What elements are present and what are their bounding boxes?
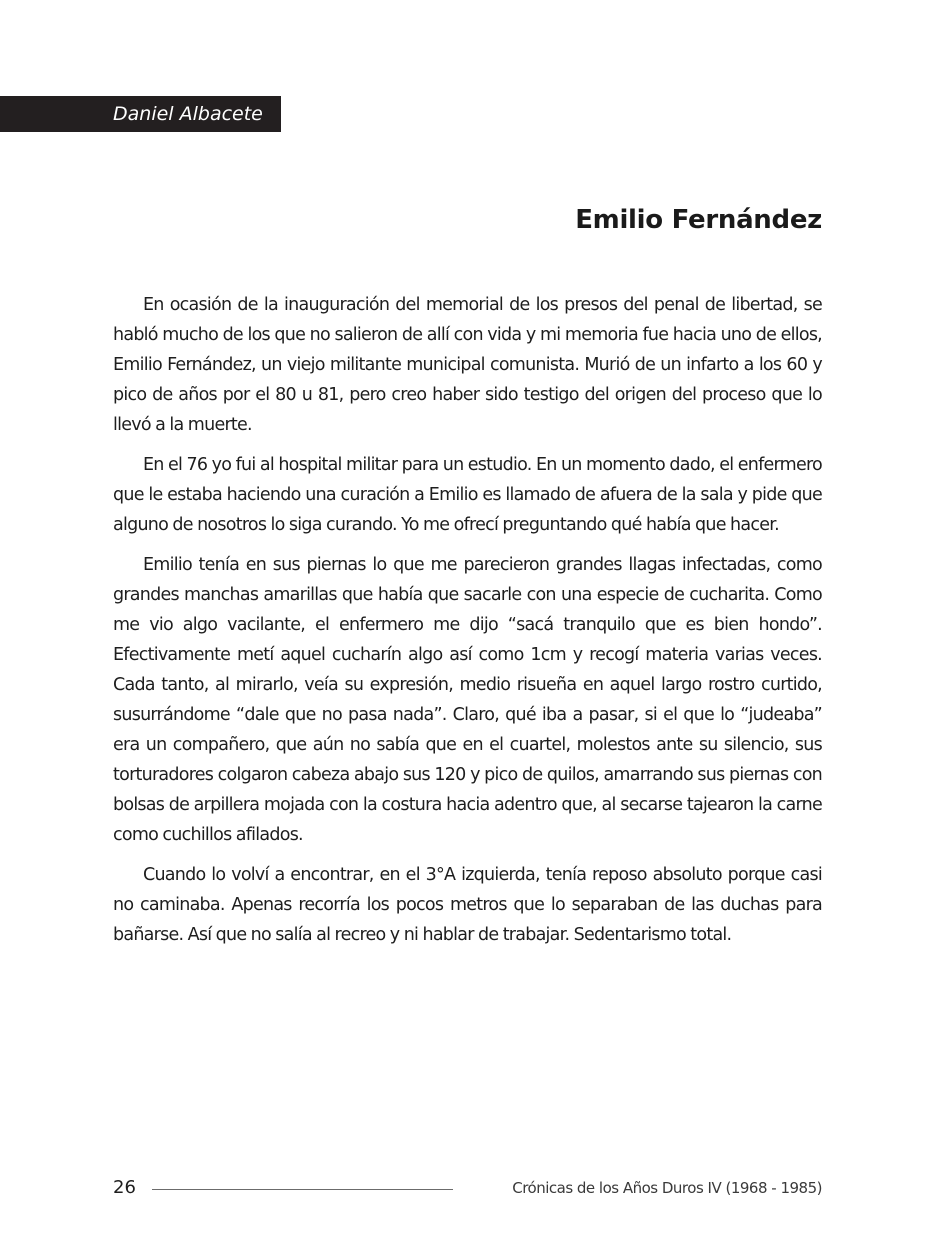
paragraph: En el 76 yo fui al hospital militar para un estudio. En un momento dado, el enfermero que le estaba haciendo una curación a Emilio es llamado de afuera de la sala y pide que alguno de nosotros lo siga curando. Yo me ofrecí preguntando qué había que hacer. bbox=[113, 455, 822, 535]
footer-divider bbox=[152, 1189, 453, 1190]
author-header-tab bbox=[0, 96, 281, 132]
paragraph: En ocasión de la inauguración del memorial de los presos del penal de libertad, se habló mucho de los que no salieron de allí con vida y mi memoria fue hacia uno de ellos, Emilio Fernández, un viejo militante municipal comunista. Murió de un infarto a los 60 y pico de años por el 80 u 81, pero creo haber sido testigo del origen del proceso que lo llevó a la muerte. bbox=[113, 295, 822, 435]
chapter-title: Emilio Fernández bbox=[575, 205, 822, 235]
page-footer bbox=[113, 1174, 822, 1202]
chapter-body bbox=[113, 290, 822, 960]
running-book-title: Crónicas de los Años Duros IV (1968 - 1985) bbox=[512, 1179, 822, 1197]
paragraph: Emilio tenía en sus piernas lo que me parecieron grandes llagas infectadas, como grandes manchas amarillas que había que sacarle con una especie de cucharita. Como me vio algo vacilante, el enfermero me dijo “sacá tranquilo que es bien hondo”. Efectivamente metí aquel cucharín algo así como 1cm y recogí materia varias veces. Cada tanto, al mirarlo, veía su expresión, medio risueña en aquel largo rostro curtido, susurrándome “dale que no pasa nada”. Claro, qué iba a pasar, si el que lo “judeaba” era un compañero, que aún no sabía que en el cuartel, molestos ante su silencio, sus torturadores colgaron cabeza abajo sus 120 y pico de quilos, amarrando sus piernas con bolsas de arpillera mojada con la costura hacia adentro que, al secarse tajearon la carne como cuchillos afilados. bbox=[113, 555, 822, 845]
paragraph: Cuando lo volví a encontrar, en el 3°A izquierda, tenía reposo absoluto porque casi no caminaba. Apenas recorría los pocos metros que lo separaban de las duchas para bañarse. Así que no salía al recreo y ni hablar de trabajar. Sedentarismo total. bbox=[113, 865, 822, 945]
author-name: Daniel Albacete bbox=[113, 103, 263, 125]
page-number: 26 bbox=[113, 1177, 136, 1198]
